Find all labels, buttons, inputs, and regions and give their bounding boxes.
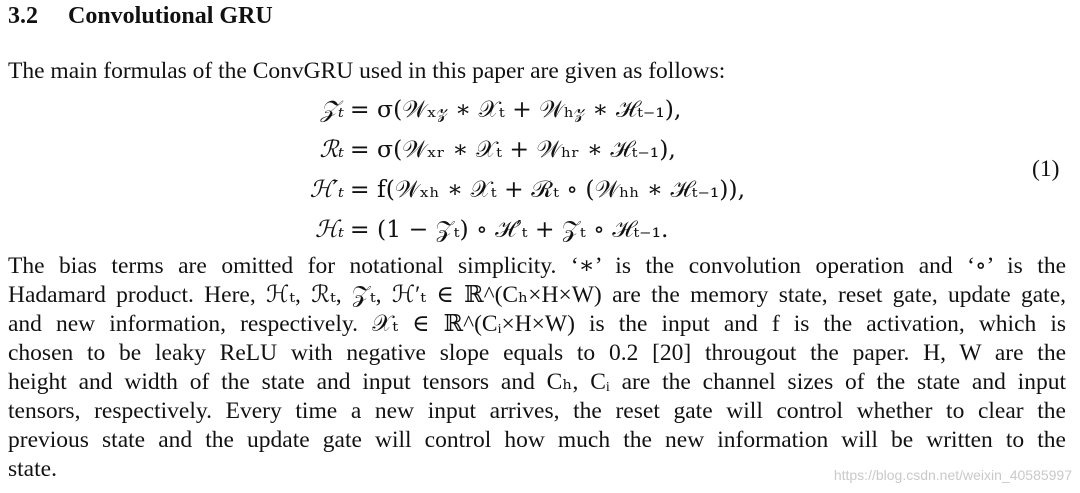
equation-rhs: = σ(𝒲ₓᵣ ∗ 𝒳ₜ + 𝒲ₕᵣ ∗ ℋₜ₋₁),	[349, 135, 676, 163]
paragraph-line: chosen to be leaky ReLU with negative slope equals to 0.2 [20] througout the paper. H, W are the	[8, 340, 1066, 366]
paragraph-line: The bias terms are omitted for notational simplicity. ‘∗’ is the convolution operation and ‘∘’ is the	[8, 253, 1066, 279]
equation-number: (1)	[1032, 156, 1060, 182]
equation-memory-state	[300, 215, 668, 244]
watermark: https://blog.csdn.net/weixin_40585997	[833, 467, 1072, 483]
equation-update-gate	[300, 95, 681, 124]
equation-lhs: ℋ′ₜ	[309, 175, 344, 203]
intro-sentence: The main formulas of the ConvGRU used in this paper are given as follows:	[8, 58, 726, 84]
paragraph-line: and new information, respectively. 𝒳ₜ ∈ ℝ^(Cᵢ×H×W) is the input and f is the activation, which is	[8, 311, 1066, 337]
paragraph-line: Hadamard product. Here, ℋₜ, ℛₜ, 𝒵ₜ, ℋ′ₜ ∈ ℝ^(Cₕ×H×W) are the memory state, reset gate, update gate,	[8, 282, 1066, 308]
paragraph-line: height and width of the state and input tensors and Cₕ, Cᵢ are the channel sizes of the state and input	[8, 369, 1066, 395]
equation-rhs: = σ(𝒲ₓ𝓏 ∗ 𝒳ₜ + 𝒲ₕ𝓏 ∗ ℋₜ₋₁),	[349, 95, 682, 123]
paragraph-line: tensors, respectively. Every time a new input arrives, the reset gate will control whether to clear the	[8, 398, 1066, 424]
paragraph-line: previous state and the update gate will control how much the new information will be written to the	[8, 427, 1066, 453]
paragraph-line: state.	[8, 456, 57, 482]
section-heading	[8, 3, 273, 30]
equation-rhs: = f(𝒲ₓₕ ∗ 𝒳ₜ + ℛₜ ∘ (𝒲ₕₕ ∗ ℋₜ₋₁)),	[349, 175, 746, 203]
equation-reset-gate	[300, 135, 676, 164]
equation-lhs: ℛₜ	[319, 135, 344, 163]
section-title: Convolutional GRU	[68, 3, 273, 29]
equation-new-information	[300, 175, 745, 204]
equation-rhs: = (1 − 𝒵ₜ) ∘ ℋ′ₜ + 𝒵ₜ ∘ ℋₜ₋₁.	[349, 215, 669, 243]
equation-lhs: 𝒵ₜ	[320, 95, 344, 123]
equation-lhs: ℋₜ	[314, 215, 344, 243]
body-paragraph	[8, 252, 1066, 484]
section-number: 3.2	[8, 3, 38, 29]
